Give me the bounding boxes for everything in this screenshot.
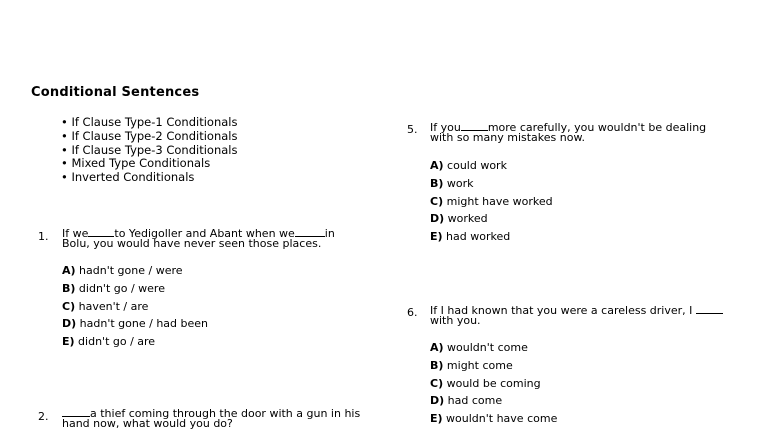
question-5-options (430, 157, 553, 246)
page-title: Conditional Sentences (31, 85, 200, 100)
topic-item: • Inverted Conditionals (61, 170, 195, 185)
topic-item: • Mixed Type Conditionals (61, 156, 211, 171)
answer-blank (461, 121, 488, 131)
question-1-options (62, 262, 208, 351)
option-e: E) wouldn't have come (430, 412, 558, 426)
option-d: D) worked (430, 212, 488, 226)
question-6-text: If I had known that you were a careless driver, I with you. (430, 304, 723, 326)
option-c: C) haven't / are (62, 299, 149, 313)
answer-blank (295, 227, 325, 237)
option-a: A) wouldn't come (430, 341, 528, 354)
option-e: E) didn't go / are (62, 335, 156, 349)
topic-item: • If Clause Type-1 Conditionals (61, 115, 238, 129)
option-a: A) could work (430, 159, 507, 172)
topic-item: • If Clause Type-2 Conditionals (61, 128, 238, 143)
answer-blank (88, 227, 114, 237)
question-number: 2. (38, 410, 49, 423)
option-d: D) hadn't gone / had been (62, 317, 209, 331)
option-d: D) had come (430, 394, 503, 408)
option-b: B) might come (430, 358, 513, 372)
option-b: B) work (430, 176, 474, 190)
question-1-text: If we to Yedigoller and Abant when we in Bolu, you would have never seen those places. (62, 227, 335, 250)
question-6-options (430, 339, 557, 428)
topic-item: • If Clause Type-3 Conditionals (61, 142, 238, 157)
option-c: C) would be coming (430, 376, 541, 390)
question-number: 1. (38, 230, 49, 243)
question-2-text: a thief coming through the door with a gun in his hand now, what would you do? (62, 407, 361, 430)
answer-blank (696, 304, 723, 314)
question-number: 5. (407, 123, 418, 136)
option-c: C) might have worked (430, 194, 553, 208)
option-b: B) didn't go / were (62, 281, 165, 295)
option-e: E) had worked (430, 230, 511, 244)
option-a: A) hadn't gone / were (62, 264, 183, 277)
answer-blank (62, 407, 90, 417)
question-number: 6. (407, 306, 418, 319)
topic-list (61, 116, 237, 185)
question-5-text: If you more carefully, you wouldn't be dealing with so many mistakes now. (430, 121, 707, 144)
